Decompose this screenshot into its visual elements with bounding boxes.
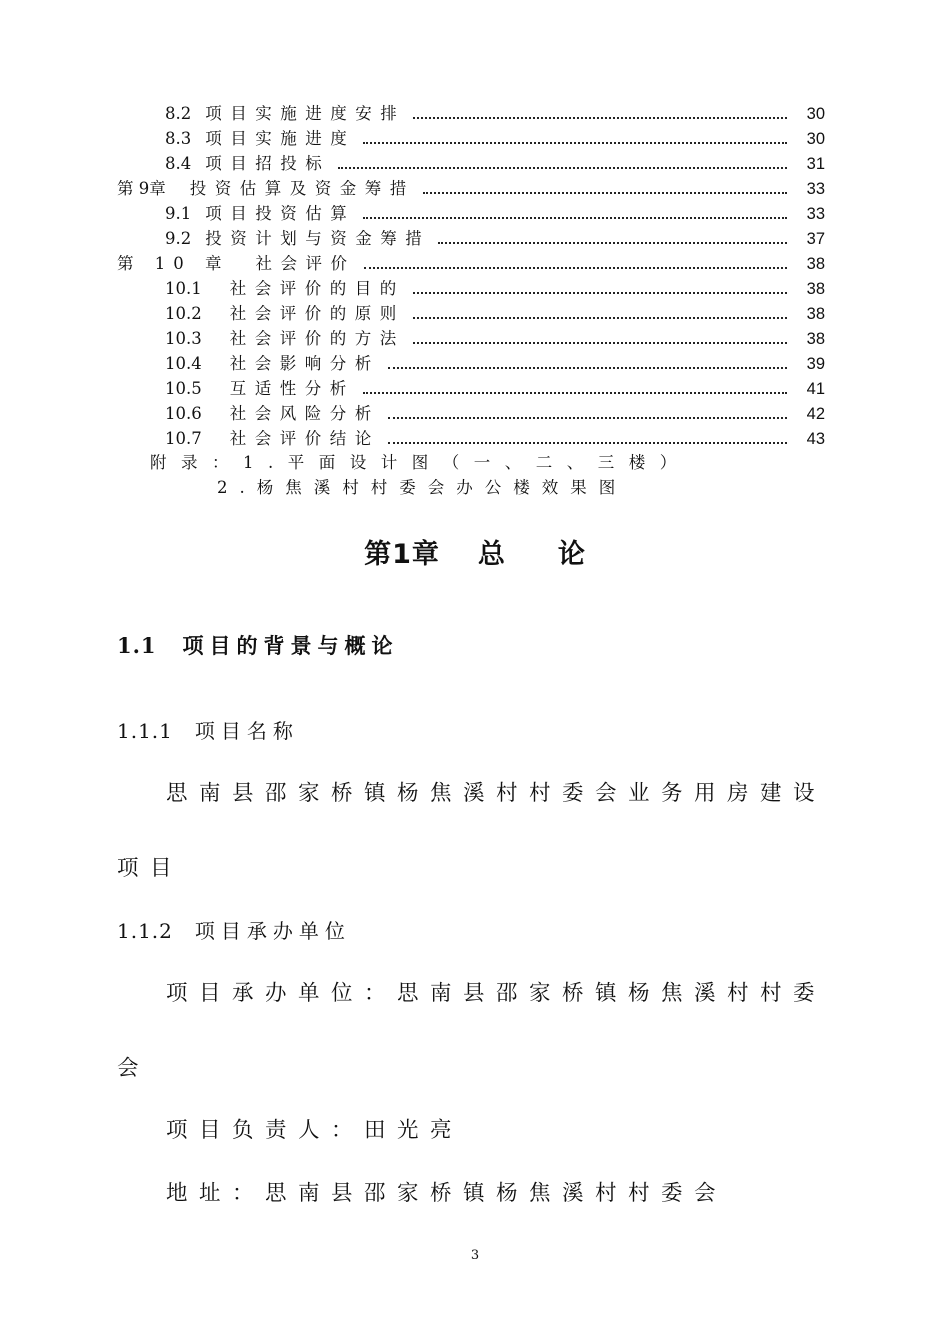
subsection-number: 1.1.1 xyxy=(117,719,173,743)
toc-leader-dots xyxy=(388,442,787,444)
toc-entry-label xyxy=(165,403,380,425)
toc-entry-label xyxy=(165,428,380,450)
toc-entry-label xyxy=(165,328,405,350)
toc-entry-title: 投资计划与资金筹措 xyxy=(205,229,431,248)
chapter-title-char-2: 论 xyxy=(557,539,586,570)
toc-entry-label xyxy=(117,253,356,275)
toc-entry-title: 社会评价的目的 xyxy=(229,279,405,298)
toc-leader-dots xyxy=(338,167,787,169)
toc-entry-number: 10.5 xyxy=(165,379,202,398)
organizer-text-line-2: 会 xyxy=(117,1056,151,1081)
organizer-text-line-1: 项目承办单位：思南县邵家桥镇杨焦溪村村委 xyxy=(166,981,827,1006)
toc-entry-number: 10.7 xyxy=(165,429,202,448)
toc-entry-page: 30 xyxy=(806,130,825,148)
toc-entry-page: 42 xyxy=(806,405,825,423)
project-name-text-line-1: 思南县邵家桥镇杨焦溪村村委会业务用房建设 xyxy=(166,781,827,806)
toc-entry-title: 社会评价的方法 xyxy=(229,329,405,348)
toc-entry-page: 38 xyxy=(806,255,825,273)
toc-entry-title: 项目招投标 xyxy=(205,154,331,173)
toc-entry-number: 10.1 xyxy=(165,279,202,298)
toc-entry-title: 社会评价 xyxy=(255,254,356,273)
toc-entry-title: 社会影响分析 xyxy=(229,354,380,373)
toc-leader-dots xyxy=(388,367,787,369)
toc-entry[interactable] xyxy=(165,153,825,175)
toc-entry-page: 33 xyxy=(806,180,825,198)
address-text: 地址：思南县邵家桥镇杨焦溪村村委会 xyxy=(166,1181,728,1206)
chapter-title-char-1: 总 xyxy=(477,539,506,570)
toc-leader-dots xyxy=(413,292,787,294)
section-number: 1.1 xyxy=(117,633,157,658)
toc-entry[interactable] xyxy=(165,103,825,125)
toc-entry-page: 33 xyxy=(806,205,825,223)
toc-entry-title: 互适性分析 xyxy=(229,379,355,398)
toc-entry-page: 31 xyxy=(806,155,825,173)
toc-leader-dots xyxy=(364,267,788,269)
toc-entry[interactable] xyxy=(117,178,825,200)
toc-entry[interactable] xyxy=(165,328,825,350)
toc-entry-label xyxy=(165,153,330,175)
toc-entry[interactable] xyxy=(117,253,825,275)
project-leader-text: 项目负责人：田光亮 xyxy=(166,1118,464,1143)
toc-entry-title: 项目实施进度安排 xyxy=(205,104,406,123)
project-name-text-line-2: 项目 xyxy=(117,856,184,881)
toc-entry-title: 项目投资估算 xyxy=(205,204,356,223)
toc-entry[interactable] xyxy=(165,403,825,425)
chapter-title xyxy=(0,532,950,571)
toc-entry-number: 10.6 xyxy=(165,404,202,423)
toc-entry-page: 30 xyxy=(806,105,825,123)
toc-entry-number: 8.4 xyxy=(165,154,192,173)
toc-entry[interactable] xyxy=(165,128,825,150)
toc-entry-number: 第 9章 xyxy=(117,179,166,198)
toc-entry-label xyxy=(165,303,405,325)
toc-entry-label xyxy=(165,353,380,375)
toc-entry[interactable] xyxy=(165,203,825,225)
toc-entry-label xyxy=(165,203,355,225)
toc-entry-title: 社会风险分析 xyxy=(229,404,380,423)
toc-entry-number: 第 10 章 xyxy=(117,254,230,273)
toc-entry[interactable] xyxy=(165,228,825,250)
toc-leader-dots xyxy=(413,317,787,319)
toc-entry-page: 38 xyxy=(806,280,825,298)
toc-entry-title: 社会评价的原则 xyxy=(229,304,405,323)
subsection-title: 项目名称 xyxy=(194,719,299,743)
toc-entry-label xyxy=(165,128,355,150)
subsection-number: 1.1.2 xyxy=(117,919,173,943)
subsection-title: 项目承办单位 xyxy=(194,919,351,943)
toc-entry-page: 37 xyxy=(806,230,825,248)
toc-leader-dots xyxy=(423,192,787,194)
toc-entry[interactable] xyxy=(165,303,825,325)
toc-entry-number: 10.3 xyxy=(165,329,202,348)
toc-entry-number: 9.2 xyxy=(165,229,192,248)
toc-entry-number: 8.2 xyxy=(165,104,192,123)
toc-entry[interactable] xyxy=(165,353,825,375)
toc-entry-label xyxy=(165,278,405,300)
toc-entry-page: 38 xyxy=(806,305,825,323)
toc-leader-dots xyxy=(363,392,787,394)
toc-entry-page: 43 xyxy=(806,430,825,448)
chapter-number: 第1章 xyxy=(364,539,440,570)
toc-leader-dots xyxy=(413,342,787,344)
toc-entry-label xyxy=(165,228,430,250)
toc-leader-dots xyxy=(413,117,787,119)
toc-entry-label xyxy=(165,378,355,400)
toc-entry-title: 投资估算及资金筹措 xyxy=(189,179,415,198)
section-title: 项目的背景与概论 xyxy=(182,634,399,658)
toc-leader-dots xyxy=(363,142,787,144)
toc-entry-title: 项目实施进度 xyxy=(205,129,356,148)
subsection-heading-project-name xyxy=(117,715,299,744)
toc-entry-label xyxy=(165,103,405,125)
toc-entry-number: 8.3 xyxy=(165,129,192,148)
toc-entry-page: 41 xyxy=(806,380,825,398)
toc-entry-number: 9.1 xyxy=(165,204,192,223)
toc-entry[interactable] xyxy=(165,378,825,400)
toc-entry[interactable] xyxy=(165,428,825,450)
toc-entry-number: 10.4 xyxy=(165,354,202,373)
appendix-line-1: 附录：1.平面设计图（一、二、三楼） xyxy=(150,453,691,472)
toc-entry-number: 10.2 xyxy=(165,304,202,323)
toc-leader-dots xyxy=(363,217,787,219)
subsection-heading-organizer xyxy=(117,915,351,944)
toc-leader-dots xyxy=(388,417,787,419)
toc-entry-label xyxy=(117,178,415,200)
toc-entry-page: 38 xyxy=(806,330,825,348)
toc-entry-page: 39 xyxy=(806,355,825,373)
toc-entry-title: 社会评价结论 xyxy=(229,429,380,448)
toc-leader-dots xyxy=(438,242,787,244)
toc-entry[interactable] xyxy=(165,278,825,300)
page-number: 3 xyxy=(470,1248,480,1263)
appendix-line-2: 2.杨焦溪村村委会办公楼效果图 xyxy=(217,478,628,497)
section-heading xyxy=(117,630,399,660)
